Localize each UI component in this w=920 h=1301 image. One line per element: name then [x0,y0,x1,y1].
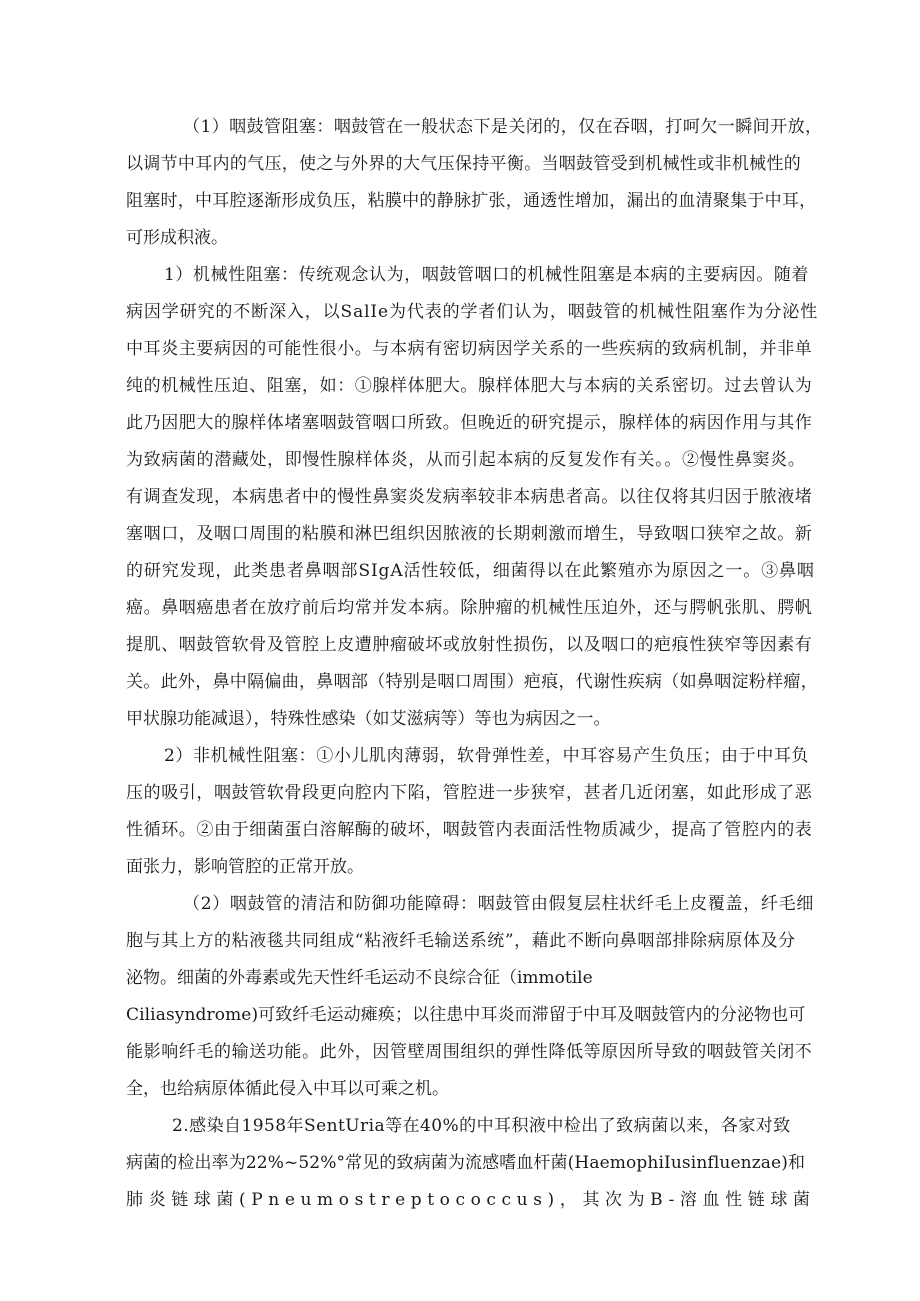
text-line-4: 可形成积液。 [126,228,228,248]
text-line-27: 全，也给病原体循此侵入中耳以可乘之机。 [126,1079,449,1099]
text-line-7: 中耳炎主要病因的可能性很小。与本病有密切病因学关系的一些疾病的致病机制，并非单 [126,339,813,359]
text-line-13: 的研究发现，此类患者鼻咽部SIgA活性较低，细菌得以在此繁殖亦为原因之一。③鼻咽 [126,561,815,581]
text-line-2: 以调节中耳内的气压，使之与外界的大气压保持平衡。当咽鼓管受到机械性或非机械性的 [126,154,802,174]
text-line-26: 能影响纤毛的输送功能。此外，因管壁周围组织的弹性降低等原因所导致的咽鼓管关闭不 [126,1042,813,1062]
text-line-25: Ciliasyndrome)可致纤毛运动瘫痪；以往患中耳炎而滞留于中耳及咽鼓管内的分泌物也可 [126,1005,806,1025]
text-line-17: 甲状腺功能减退），特殊性感染（如艾滋病等）等也为病因之一。 [126,709,611,729]
text-line-15: 提肌、咽鼓管软骨及管腔上皮遭肿瘤破坏或放射性损伤，以及咽口的疤痕性狭窄等因素有 [126,635,813,655]
text-line-18: 2）非机械性阻塞：①小儿肌肉薄弱，软骨弹性差，中耳容易产生负压；由于中耳负 [164,746,810,766]
text-line-20: 性循环。②由于细菌蛋白溶解酶的破坏，咽鼓管内表面活性物质减少，提高了管腔内的表 [126,820,813,840]
text-line-12: 塞咽口，及咽口周围的粘膜和淋巴组织因脓液的长期刺激而增生，导致咽口狭窄之故。新 [126,524,813,544]
text-line-30: 肺炎链球菌(Pneumostreptococcus)，其次为B-溶血性链球菌 [126,1190,816,1210]
text-line-10: 为致病菌的潜藏处，即慢性腺样体炎，从而引起本病的反复发作有关。。②慢性鼻窦炎。 [126,450,806,470]
text-line-24: 泌物。细菌的外毒素或先天性纤毛运动不良综合征（immotile [126,968,593,988]
text-line-5: 1）机械性阻塞：传统观念认为，咽鼓管咽口的机械性阻塞是本病的主要病因。随着 [164,265,810,285]
text-line-19: 压的吸引，咽鼓管软骨段更向腔内下陷，管腔进一步狭窄，甚者几近闭塞，如此形成了恶 [126,783,813,803]
text-line-16: 关。此外，鼻中隔偏曲，鼻咽部（特别是咽口周围）疤痕，代谢性疾病（如鼻咽淀粉样瘤， [126,672,818,692]
text-line-23: 胞与其上方的粘液毯共同组成“粘液纤毛输送系统”，藉此不断向鼻咽部排除病原体及分 [126,931,796,951]
text-line-3: 阻塞时，中耳腔逐渐形成负压，粘膜中的静脉扩张，通透性增加，漏出的血清聚集于中耳， [126,191,817,211]
text-line-9: 此乃因肥大的腺样体堵塞咽鼓管咽口所致。但晚近的研究提示，腺样体的病因作用与其作 [126,413,813,433]
text-line-1: （1）咽鼓管阻塞：咽鼓管在一般状态下是关闭的，仅在吞咽，打呵欠一瞬间开放， [183,117,823,137]
text-line-21: 面张力，影响管腔的正常开放。 [126,857,364,877]
text-line-14: 癌。鼻咽癌患者在放疗前后均常并发本病。除肿瘤的机械性压迫外，还与腭帆张肌、腭帆 [126,598,813,618]
text-line-11: 有调查发现，本病患者中的慢性鼻窦炎发病率较非本病患者高。以往仅将其归因于脓液堵 [126,487,813,507]
text-line-28: 2.感染自1958年SentUria等在40%的中耳积液中检出了致病菌以来，各家对致 [172,1116,791,1136]
text-line-22: （2）咽鼓管的清洁和防御功能障碍：咽鼓管由假复层柱状纤毛上皮覆盖，纤毛细 [183,894,815,914]
text-line-29: 病菌的检出率为22%~52%°常见的致病菌为流感嗜血杆菌(HaemophiIusinfluenzae)和 [126,1153,806,1173]
text-line-6: 病因学研究的不断深入，以SalIe为代表的学者们认为，咽鼓管的机械性阻塞作为分泌性 [126,302,819,322]
text-line-8: 纯的机械性压迫、阻塞，如：①腺样体肥大。腺样体肥大与本病的关系密切。过去曾认为 [126,376,813,396]
